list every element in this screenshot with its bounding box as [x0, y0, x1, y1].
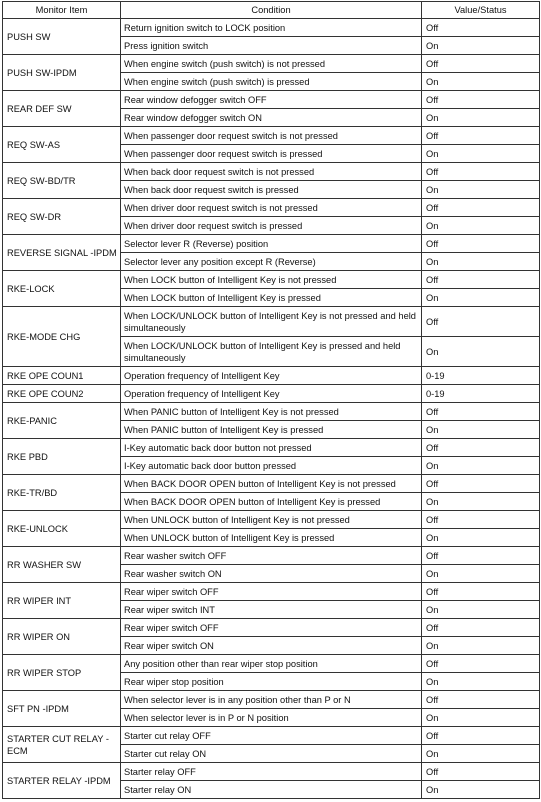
condition-cell: When PANIC button of Intelligent Key is not pressed	[121, 403, 422, 421]
value-status-cell: Off	[422, 547, 540, 565]
value-status-cell: On	[422, 181, 540, 199]
value-status-cell: Off	[422, 763, 540, 781]
value-status-cell: On	[422, 601, 540, 619]
condition-cell: When UNLOCK button of Intelligent Key is pressed	[121, 529, 422, 547]
monitor-item-cell: RR WIPER STOP	[3, 655, 121, 691]
table-row	[3, 127, 540, 145]
monitor-table-container	[2, 1, 539, 799]
condition-cell: Rear wiper switch INT	[121, 601, 422, 619]
condition-cell: Return ignition switch to LOCK position	[121, 19, 422, 37]
monitor-item-cell: STARTER CUT RELAY -ECM	[3, 727, 121, 763]
table-row	[3, 235, 540, 253]
condition-cell: Rear window defogger switch ON	[121, 109, 422, 127]
condition-cell: When UNLOCK button of Intelligent Key is not pressed	[121, 511, 422, 529]
value-status-cell: Off	[422, 163, 540, 181]
value-status-cell: Off	[422, 511, 540, 529]
value-status-cell: On	[422, 709, 540, 727]
table-row	[3, 619, 540, 637]
monitor-item-cell: STARTER RELAY -IPDM	[3, 763, 121, 799]
table-row	[3, 163, 540, 181]
condition-cell: When back door request switch is pressed	[121, 181, 422, 199]
value-status-cell: On	[422, 493, 540, 511]
value-status-cell: Off	[422, 199, 540, 217]
monitor-item-cell: RKE-MODE CHG	[3, 307, 121, 367]
condition-cell: Rear washer switch ON	[121, 565, 422, 583]
value-status-cell: Off	[422, 439, 540, 457]
condition-cell: When back door request switch is not pressed	[121, 163, 422, 181]
condition-cell: When LOCK button of Intelligent Key is pressed	[121, 289, 422, 307]
value-status-cell: Off	[422, 583, 540, 601]
value-status-cell: On	[422, 289, 540, 307]
table-row	[3, 403, 540, 421]
condition-cell: I-Key automatic back door button pressed	[121, 457, 422, 475]
condition-cell: Press ignition switch	[121, 37, 422, 55]
condition-cell: When driver door request switch is pressed	[121, 217, 422, 235]
monitor-item-cell: RKE-LOCK	[3, 271, 121, 307]
condition-cell: When driver door request switch is not pressed	[121, 199, 422, 217]
table-row	[3, 439, 540, 457]
condition-cell: When BACK DOOR OPEN button of Intelligent Key is pressed	[121, 493, 422, 511]
value-status-cell: Off	[422, 475, 540, 493]
table-row	[3, 55, 540, 73]
condition-cell: Rear wiper stop position	[121, 673, 422, 691]
value-status-cell: Off	[422, 235, 540, 253]
value-status-cell: Off	[422, 619, 540, 637]
condition-cell: Operation frequency of Intelligent Key	[121, 367, 422, 385]
monitor-item-cell: RKE OPE COUN2	[3, 385, 121, 403]
monitor-item-cell: REQ SW-BD/TR	[3, 163, 121, 199]
monitor-item-cell: RR WIPER INT	[3, 583, 121, 619]
condition-cell: Operation frequency of Intelligent Key	[121, 385, 422, 403]
table-row	[3, 691, 540, 709]
table-row	[3, 475, 540, 493]
condition-cell: Selector lever any position except R (Reverse)	[121, 253, 422, 271]
condition-cell: Starter cut relay OFF	[121, 727, 422, 745]
condition-cell: When passenger door request switch is pressed	[121, 145, 422, 163]
monitor-item-cell: REQ SW-AS	[3, 127, 121, 163]
monitor-item-cell: PUSH SW-IPDM	[3, 55, 121, 91]
value-status-cell: On	[422, 781, 540, 799]
value-status-cell: Off	[422, 91, 540, 109]
value-status-cell: 0-19	[422, 385, 540, 403]
condition-cell: When LOCK/UNLOCK button of Intelligent Key is pressed and held simultaneously	[121, 337, 422, 367]
monitor-item-cell: RR WASHER SW	[3, 547, 121, 583]
monitor-item-cell: REAR DEF SW	[3, 91, 121, 127]
condition-cell: Rear washer switch OFF	[121, 547, 422, 565]
value-status-cell: On	[422, 217, 540, 235]
condition-cell: Starter cut relay ON	[121, 745, 422, 763]
condition-cell: Rear wiper switch OFF	[121, 583, 422, 601]
value-status-cell: 0-19	[422, 367, 540, 385]
value-status-cell: Off	[422, 307, 540, 337]
monitor-item-cell: RKE-PANIC	[3, 403, 121, 439]
value-status-cell: On	[422, 73, 540, 91]
value-status-cell: Off	[422, 19, 540, 37]
value-status-cell: On	[422, 673, 540, 691]
value-status-cell: Off	[422, 55, 540, 73]
condition-cell: Rear window defogger switch OFF	[121, 91, 422, 109]
condition-cell: Rear wiper switch OFF	[121, 619, 422, 637]
table-row	[3, 271, 540, 289]
monitor-item-cell: RKE-UNLOCK	[3, 511, 121, 547]
value-status-cell: Off	[422, 655, 540, 673]
table-row	[3, 763, 540, 781]
condition-cell: When selector lever is in P or N position	[121, 709, 422, 727]
monitor-item-cell: RKE OPE COUN1	[3, 367, 121, 385]
condition-cell: When passenger door request switch is not pressed	[121, 127, 422, 145]
table-row	[3, 547, 540, 565]
table-row	[3, 307, 540, 337]
table-body	[3, 19, 540, 799]
header-condition: Condition	[121, 2, 422, 19]
monitor-table	[2, 1, 540, 799]
header-monitor-item: Monitor Item	[3, 2, 121, 19]
monitor-item-cell: REQ SW-DR	[3, 199, 121, 235]
value-status-cell: On	[422, 109, 540, 127]
monitor-item-cell: RKE PBD	[3, 439, 121, 475]
value-status-cell: On	[422, 637, 540, 655]
value-status-cell: Off	[422, 271, 540, 289]
value-status-cell: Off	[422, 727, 540, 745]
value-status-cell: Off	[422, 127, 540, 145]
value-status-cell: On	[422, 37, 540, 55]
table-row	[3, 511, 540, 529]
table-header	[3, 2, 540, 19]
value-status-cell: On	[422, 565, 540, 583]
condition-cell: When engine switch (push switch) is pressed	[121, 73, 422, 91]
header-value-status: Value/Status	[422, 2, 540, 19]
condition-cell: Selector lever R (Reverse) position	[121, 235, 422, 253]
condition-cell: When engine switch (push switch) is not pressed	[121, 55, 422, 73]
condition-cell: Any position other than rear wiper stop position	[121, 655, 422, 673]
condition-cell: When BACK DOOR OPEN button of Intelligent Key is not pressed	[121, 475, 422, 493]
value-status-cell: On	[422, 421, 540, 439]
value-status-cell: Off	[422, 691, 540, 709]
condition-cell: Rear wiper switch ON	[121, 637, 422, 655]
value-status-cell: On	[422, 337, 540, 367]
table-row	[3, 199, 540, 217]
table-row	[3, 385, 540, 403]
condition-cell: When LOCK/UNLOCK button of Intelligent Key is not pressed and held simultaneously	[121, 307, 422, 337]
condition-cell: When LOCK button of Intelligent Key is not pressed	[121, 271, 422, 289]
condition-cell: Starter relay OFF	[121, 763, 422, 781]
condition-cell: Starter relay ON	[121, 781, 422, 799]
value-status-cell: On	[422, 529, 540, 547]
condition-cell: When PANIC button of Intelligent Key is pressed	[121, 421, 422, 439]
value-status-cell: On	[422, 253, 540, 271]
condition-cell: When selector lever is in any position other than P or N	[121, 691, 422, 709]
monitor-item-cell: PUSH SW	[3, 19, 121, 55]
value-status-cell: On	[422, 457, 540, 475]
value-status-cell: Off	[422, 403, 540, 421]
value-status-cell: On	[422, 745, 540, 763]
header-row	[3, 2, 540, 19]
table-row	[3, 727, 540, 745]
monitor-item-cell: RR WIPER ON	[3, 619, 121, 655]
table-row	[3, 91, 540, 109]
condition-cell: I-Key automatic back door button not pressed	[121, 439, 422, 457]
monitor-item-cell: SFT PN -IPDM	[3, 691, 121, 727]
monitor-item-cell: REVERSE SIGNAL -IPDM	[3, 235, 121, 271]
table-row	[3, 583, 540, 601]
table-row	[3, 655, 540, 673]
table-row	[3, 19, 540, 37]
value-status-cell: On	[422, 145, 540, 163]
monitor-item-cell: RKE-TR/BD	[3, 475, 121, 511]
table-row	[3, 367, 540, 385]
